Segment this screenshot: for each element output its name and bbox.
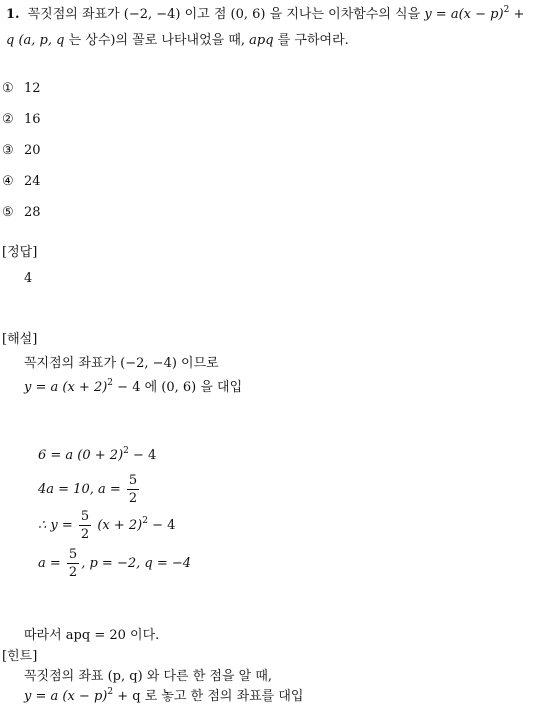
choice-5[interactable]	[2, 203, 41, 223]
choice-4[interactable]	[2, 172, 41, 192]
solution-step-1: 6 = a $(0 + 2)^2 - 4$	[38, 446, 157, 463]
choice-value: 12	[24, 81, 41, 96]
solution-label: [해설]	[2, 332, 38, 347]
hint-label: [힌트]	[2, 649, 38, 664]
fraction: $\frac{5}{2}$	[80, 509, 90, 542]
choice-value: 20	[24, 143, 41, 158]
choice-value: 28	[24, 205, 41, 220]
choice-3[interactable]	[2, 141, 41, 161]
fraction: $\frac{5}{2}$	[68, 547, 78, 580]
choice-1[interactable]	[2, 79, 41, 99]
choice-mark: ④	[2, 174, 14, 189]
choice-value: 16	[24, 112, 41, 127]
answer-label: [정답]	[2, 245, 38, 260]
choice-2[interactable]	[2, 110, 41, 130]
question-text: 1. 꼭짓점의 좌표가 (−2, −4) 이고 점 (0, 6) 을 지나는 이차함수의 식을 $y = a(x - p)^2 + q$ (a, p, q 는 상수)의 꼴로 나타내었을 때, apq 를 구하여라.	[6, 5, 525, 48]
choice-value: 24	[24, 174, 41, 189]
solution-line-1: 꼭지점의 좌표가 (−2, −4) 이므로	[24, 356, 219, 371]
hint-line-2: y = a $(x - p)^2 + q$ 로 놓고 한 점의 좌표를 대입	[24, 687, 304, 704]
solution-line-2: y = a $(x + 2)^2 - 4$ 에 (0, 6) 을 대입	[24, 378, 243, 395]
solution-conclusion: 따라서 apq = 20 이다.	[24, 628, 160, 643]
solution-step-3: ∴ y = $\frac{5}{2}$ $(x + 2)^2 - 4$	[38, 509, 176, 542]
choice-mark: ③	[2, 143, 14, 158]
choice-mark: ⑤	[2, 205, 14, 220]
solution-step-2: 4a = 10, a = $\frac{5}{2}$	[38, 473, 138, 506]
solution-step-4: a = $\frac{5}{2}$ , p = −2, q = −4	[38, 547, 192, 580]
question-number: 1.	[6, 7, 20, 22]
fraction: $\frac{5}{2}$	[128, 473, 138, 506]
choice-mark: ①	[2, 81, 14, 96]
answer-value: 4	[24, 271, 33, 286]
choice-mark: ②	[2, 112, 14, 127]
hint-line-1: 꼭짓점의 좌표 (p, q) 와 다른 한 점을 알 때,	[24, 669, 273, 684]
